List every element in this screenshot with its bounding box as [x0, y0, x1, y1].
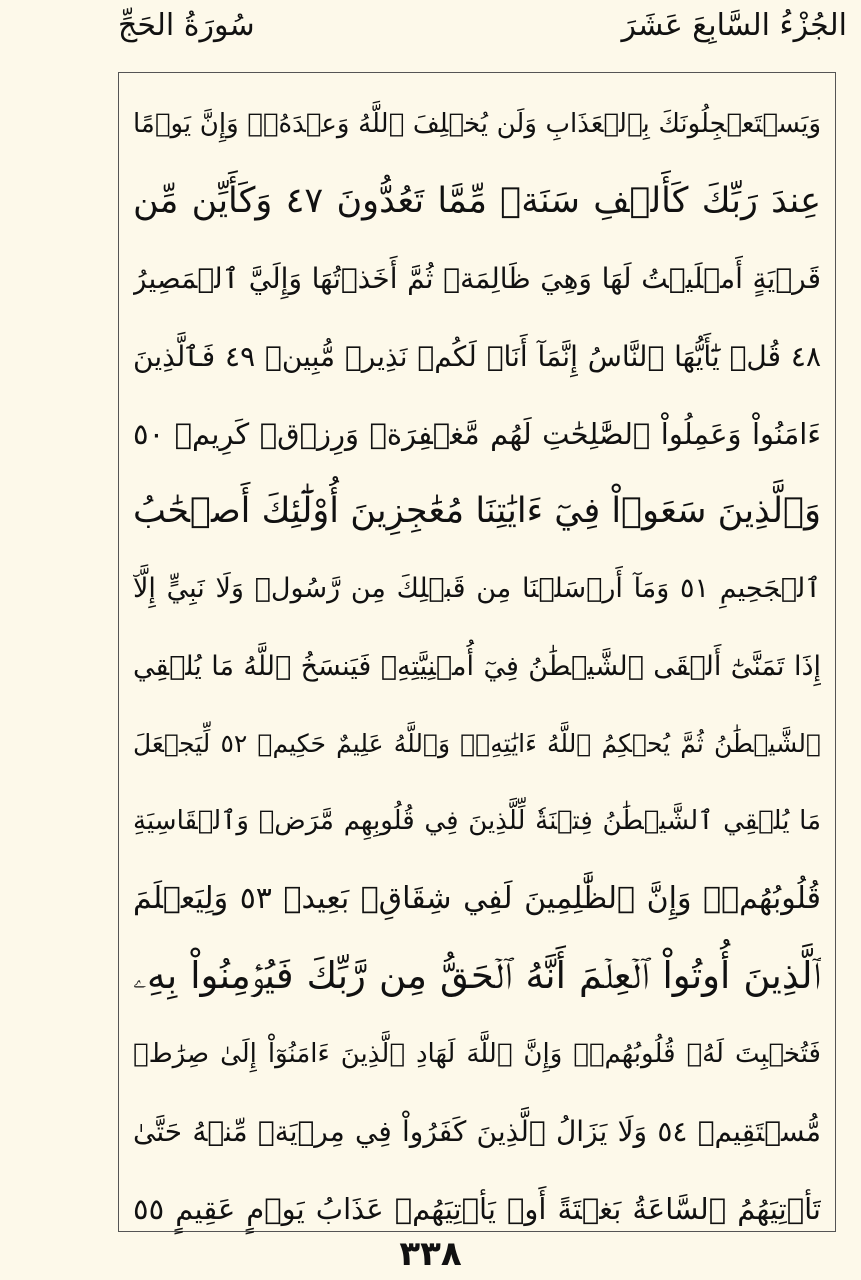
verse-line-text: مُّسۡتَقِيمٖ ٥٤ وَلَا يَزَالُ ٱلَّذِينَ كَفَرُواْ فِي مِرۡيَةٖ مِّنۡهُ حَتَّىٰ — [133, 1114, 821, 1148]
verse-line — [133, 473, 821, 551]
verse-line — [133, 783, 821, 861]
verse-line — [133, 1093, 821, 1171]
juz-title: الجُزْءُ السَّابِعَ عَشَرَ — [621, 8, 847, 43]
verse-line — [133, 938, 821, 1016]
verse-line-text: تَأۡتِيَهُمُ ٱلسَّاعَةُ بَغۡتَةً أَوۡ يَأۡتِيَهُمۡ عَذَابُ يَوۡمٍ عَقِيمٍ ٥٥ — [133, 1191, 821, 1226]
verse-line-text: وَيَسۡتَعۡجِلُونَكَ بِٱلۡعَذَابِ وَلَن يُخۡلِفَ ٱللَّهُ وَعۡدَهُۥۚ وَإِنَّ يَوۡمًا — [133, 108, 821, 139]
verse-line — [133, 628, 821, 706]
surah-title: سُورَةُ الحَجِّ — [118, 8, 255, 43]
verse-line-text: عِندَ رَبِّكَ كَأَلۡفِ سَنَةٖ مِّمَّا تَعُدُّونَ ٤٧ وَكَأَيِّن مِّن — [133, 181, 821, 222]
verse-line — [133, 163, 821, 241]
verse-line-text: قَرۡيَةٍ أَمۡلَيۡتُ لَهَا وَهِيَ ظَالِمَةٞ ثُمَّ أَخَذۡتُهَا وَإِلَيَّ ٱلۡمَصِيرُ — [133, 262, 821, 296]
verse-line — [133, 705, 821, 783]
verse-line-text: إِذَا تَمَنَّىٰٓ أَلۡقَى ٱلشَّيۡطَٰنُ فِيٓ أُمۡنِيَّتِهِۦ فَيَنسَخُ ٱللَّهُ مَا يُلۡقِي — [133, 650, 821, 682]
verse-line-text: وَٱلَّذِينَ سَعَوۡاْ فِيٓ ءَايَٰتِنَا مُعَٰجِزِينَ أُوْلَٰٓئِكَ أَصۡحَٰبُ — [133, 491, 821, 532]
verse-line-text: ٱلَّذِينَ أُوتُواْ ٱلۡعِلۡمَ أَنَّهُ ٱلۡحَقُّ مِن رَّبِّكَ فَيُؤۡمِنُواْ بِهِۦ — [133, 954, 821, 998]
verse-line — [133, 1015, 821, 1093]
verse-line-text: ٤٨ قُلۡ يَٰٓأَيُّهَا ٱلنَّاسُ إِنَّمَآ أَنَا۠ لَكُمۡ نَذِيرٞ مُّبِينٞ ٤٩ فَٱلَّذِينَ — [133, 339, 821, 373]
verse-line-text: قُلُوبُهُمۡۗ وَإِنَّ ٱلظَّٰلِمِينَ لَفِي شِقَاقِۭ بَعِيدٖ ٥٣ وَلِيَعۡلَمَ — [133, 881, 821, 917]
page-number: ٣٣٨ — [399, 1234, 462, 1274]
verse-line — [133, 318, 821, 396]
verse-line — [133, 240, 821, 318]
verse-line-text: مَا يُلۡقِي ٱلشَّيۡطَٰنُ فِتۡنَةٗ لِّلَّذِينَ فِي قُلُوبِهِم مَّرَضٞ وَٱلۡقَاسِيَةِ — [133, 806, 821, 837]
verse-line — [133, 395, 821, 473]
verse-line — [133, 860, 821, 938]
verse-lines — [133, 85, 821, 1248]
verse-line-text: ٱلۡجَحِيمِ ٥١ وَمَآ أَرۡسَلۡنَا مِن قَبۡلِكَ مِن رَّسُولٖ وَلَا نَبِيٍّ إِلَّآ — [133, 573, 821, 605]
verse-line — [133, 85, 821, 163]
verse-line-text: ٱلشَّيۡطَٰنُ ثُمَّ يُحۡكِمُ ٱللَّهُ ءَايَٰتِهِۦۗ وَٱللَّهُ عَلِيمٌ حَكِيمٞ ٥٢ لِّيَجۡعَلَ — [133, 729, 821, 759]
verse-line-text: ءَامَنُواْ وَعَمِلُواْ ٱلصَّٰلِحَٰتِ لَهُم مَّغۡفِرَةٞ وَرِزۡقٞ كَرِيمٞ ٥٠ — [133, 416, 821, 451]
verse-line-text: فَتُخۡبِتَ لَهُۥ قُلُوبُهُمۡۗ وَإِنَّ ٱللَّهَ لَهَادِ ٱلَّذِينَ ءَامَنُوٓاْ إِلَىٰ صِرَٰطٖ — [133, 1038, 821, 1069]
verse-line — [133, 550, 821, 628]
text-frame — [118, 72, 836, 1232]
